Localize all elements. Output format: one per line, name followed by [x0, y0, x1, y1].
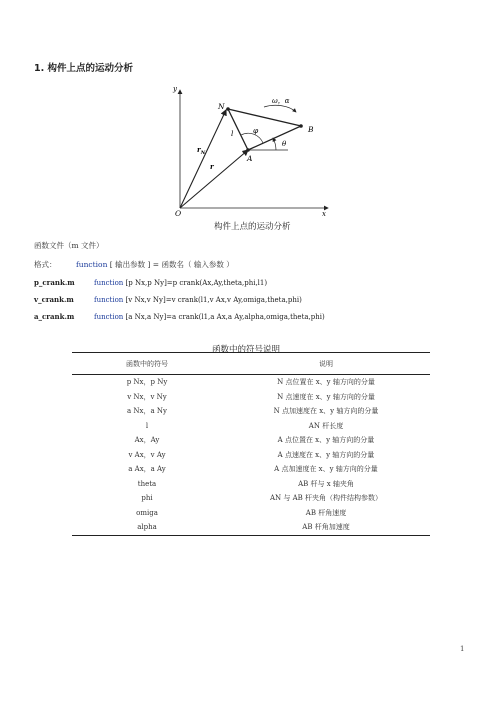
table-row [72, 433, 430, 448]
y-axis-label: y [173, 85, 177, 93]
description-cell: N 点速度在 x、y 轴方向的分量 [277, 392, 375, 401]
table-row [72, 520, 430, 535]
symbol-cell: v Nx，v Ny [127, 392, 167, 401]
table-header-description: 说明 [222, 353, 430, 375]
description-cell: A 点速度在 x、y 轴方向的分量 [277, 450, 375, 459]
symbol-cell: phi [141, 494, 153, 503]
function-file-name: v_crank.m [34, 295, 74, 304]
length-l-label: l [231, 129, 234, 138]
description-line: 函数文件（m 文件） [34, 241, 104, 250]
table-row [72, 506, 430, 521]
link-NB [228, 109, 301, 126]
table-row [72, 491, 430, 506]
function-keyword: function [94, 296, 124, 304]
function-keyword: function [94, 279, 124, 287]
page-number: 1 [460, 645, 465, 653]
origin-label: O [175, 209, 182, 218]
table-row [72, 404, 430, 419]
point-B-label: B [308, 125, 314, 134]
description-cell: AB 杆角速度 [305, 508, 347, 517]
description-cell: AB 杆角加速度 [222, 520, 430, 535]
format-line [34, 259, 234, 270]
description-cell: AN 杆长度 [308, 421, 344, 430]
point-A-dot [246, 148, 250, 152]
function-keyword: function [94, 313, 124, 321]
description-cell: AB 杆与 x 轴夹角 [298, 479, 354, 488]
table-header-row [72, 353, 430, 375]
table-title: 函数中的符号说明 [212, 345, 281, 355]
point-B-dot [299, 124, 303, 128]
table-row [72, 448, 430, 463]
symbol-cell: Ax，Ay [134, 436, 160, 445]
section-heading: 1. 构件上点的运动分析 [34, 63, 134, 74]
vector-rA [180, 150, 248, 208]
code-line [34, 295, 302, 304]
phi-label: φ [253, 126, 259, 135]
theta-label: θ [282, 140, 287, 148]
omega-arc [264, 105, 296, 112]
symbol-table [72, 352, 430, 536]
description-cell: A 点位置在 x、y 轴方向的分量 [277, 436, 375, 445]
symbol-cell: omiga [136, 508, 158, 517]
x-axis-label: x [322, 210, 326, 218]
symbol-cell: p Nx，p Ny [126, 378, 168, 387]
point-A-label: A [247, 154, 253, 163]
table-row [72, 477, 430, 492]
code-line [34, 312, 325, 321]
description-cell: A 点加速度在 x、y 轴方向的分量 [274, 465, 378, 474]
function-signature: [v Nx,v Ny]=v crank(l1,v Ax,v Ay,omiga,theta,phi) [125, 296, 302, 304]
symbol-cell: v Ax，v Ay [128, 450, 166, 459]
symbol-cell: a Ax，a Ay [128, 465, 166, 474]
format-keyword: function [76, 260, 108, 269]
symbol-cell: l [145, 421, 149, 430]
function-file-name: a_crank.m [34, 312, 75, 321]
function-file-name: p_crank.m [34, 278, 75, 287]
point-N-dot [226, 107, 230, 111]
format-signature: [ 输出参数 ] = 函数名（ 输入参数 ） [109, 260, 234, 269]
table-row [72, 375, 430, 390]
r-label: r [210, 162, 214, 171]
description-cell: N 点加速度在 x、y 轴方向的分量 [273, 407, 379, 416]
diagram-caption: 构件上点的运动分析 [214, 222, 291, 232]
table-row [72, 462, 430, 477]
symbol-cell: theta [137, 479, 157, 488]
description-cell: AN 与 AB 杆夹角（构件结构参数） [269, 494, 383, 503]
format-label: 格式： [34, 260, 57, 269]
function-signature: [a Nx,a Ny]=a crank(l1,a Ax,a Ay,alpha,omiga,theta,phi) [125, 313, 325, 321]
point-N-label: N [218, 102, 225, 111]
function-signature: [p Nx,p Ny]=p crank(Ax,Ay,theta,phi,l1) [125, 279, 268, 287]
table-row [72, 390, 430, 405]
theta-arc [273, 138, 276, 150]
symbol-cell: a Nx，a Ny [127, 407, 167, 416]
code-line [34, 278, 267, 287]
symbol-cell: alpha [72, 520, 222, 535]
table-header-symbol: 函数中的符号 [72, 353, 222, 375]
vector-rN [180, 110, 226, 208]
rN-label: $r_N$ [197, 145, 206, 156]
kinematics-diagram [160, 80, 340, 220]
table-row [72, 419, 430, 434]
omega-alpha-label: ω，α [272, 97, 290, 105]
description-cell: N 点位置在 x、y 轴方向的分量 [277, 378, 375, 387]
